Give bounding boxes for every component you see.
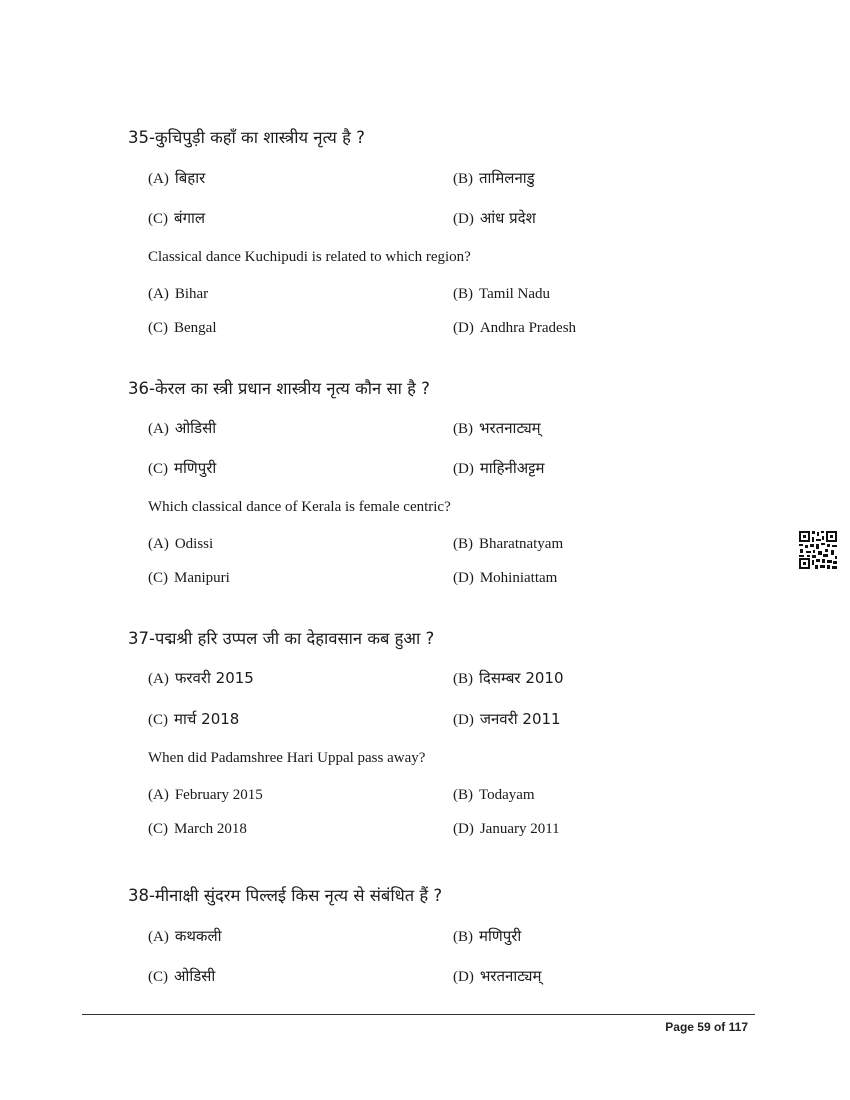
option-d-english: (D) Andhra Pradesh	[453, 320, 577, 336]
option-d-hindi: (D) आंध प्रदेश	[453, 209, 536, 227]
footer-divider	[82, 1014, 755, 1015]
option-c-english: (C) Manipuri	[148, 570, 230, 586]
option-a-hindi: (A) ओडिसी	[148, 419, 217, 437]
option-b-hindi: (B) तामिलनाडु	[453, 169, 535, 187]
option-a-english: (A) Odissi	[148, 536, 214, 552]
question-hindi: 36-केरल का स्त्री प्रधान शास्त्रीय नृत्य कौन सा है ?	[128, 379, 430, 398]
option-b-hindi: (B) दिसम्बर 2010	[453, 669, 564, 687]
option-c-hindi: (C) ओडिसी	[148, 967, 216, 985]
option-b-english: (B) Bharatnatyam	[453, 536, 564, 552]
question-english: When did Padamshree Hari Uppal pass away?	[148, 750, 426, 766]
option-c-hindi: (C) मार्च 2018	[148, 710, 240, 728]
question-hindi: 37-पद्मश्री हरि उप्पल जी का देहावसान कब हुआ ?	[128, 629, 435, 648]
option-a-english: (A) February 2015	[148, 787, 263, 803]
option-b-hindi: (B) मणिपुरी	[453, 927, 522, 945]
page-number: Page 59 of 117	[665, 1020, 748, 1034]
option-d-hindi: (D) माहिनीअट्टम	[453, 459, 545, 477]
question-english: Classical dance Kuchipudi is related to which region?	[148, 249, 471, 265]
option-c-hindi: (C) बंगाल	[148, 209, 206, 227]
option-c-hindi: (C) मणिपुरी	[148, 459, 217, 477]
question-english: Which classical dance of Kerala is female centric?	[148, 499, 451, 515]
option-a-hindi: (A) कथकली	[148, 927, 222, 945]
option-a-hindi: (A) फरवरी 2015	[148, 669, 254, 687]
option-d-hindi: (D) जनवरी 2011	[453, 710, 561, 728]
option-c-english: (C) Bengal	[148, 320, 217, 336]
option-a-english: (A) Bihar	[148, 286, 209, 302]
question-hindi: 35-कुचिपुड़ी कहाँ का शास्त्रीय नृत्य है ?	[128, 128, 365, 147]
option-b-english: (B) Todayam	[453, 787, 535, 803]
option-d-english: (D) Mohiniattam	[453, 570, 558, 586]
option-d-hindi: (D) भरतनाट्यम्	[453, 967, 542, 985]
option-d-english: (D) January 2011	[453, 821, 560, 837]
option-c-english: (C) March 2018	[148, 821, 247, 837]
option-b-english: (B) Tamil Nadu	[453, 286, 551, 302]
option-b-hindi: (B) भरतनाट्यम्	[453, 419, 541, 437]
qr-code-icon	[798, 530, 838, 570]
option-a-hindi: (A) बिहार	[148, 169, 206, 187]
question-hindi: 38-मीनाक्षी सुंदरम पिल्लई किस नृत्य से संबंधित हैं ?	[128, 886, 443, 905]
